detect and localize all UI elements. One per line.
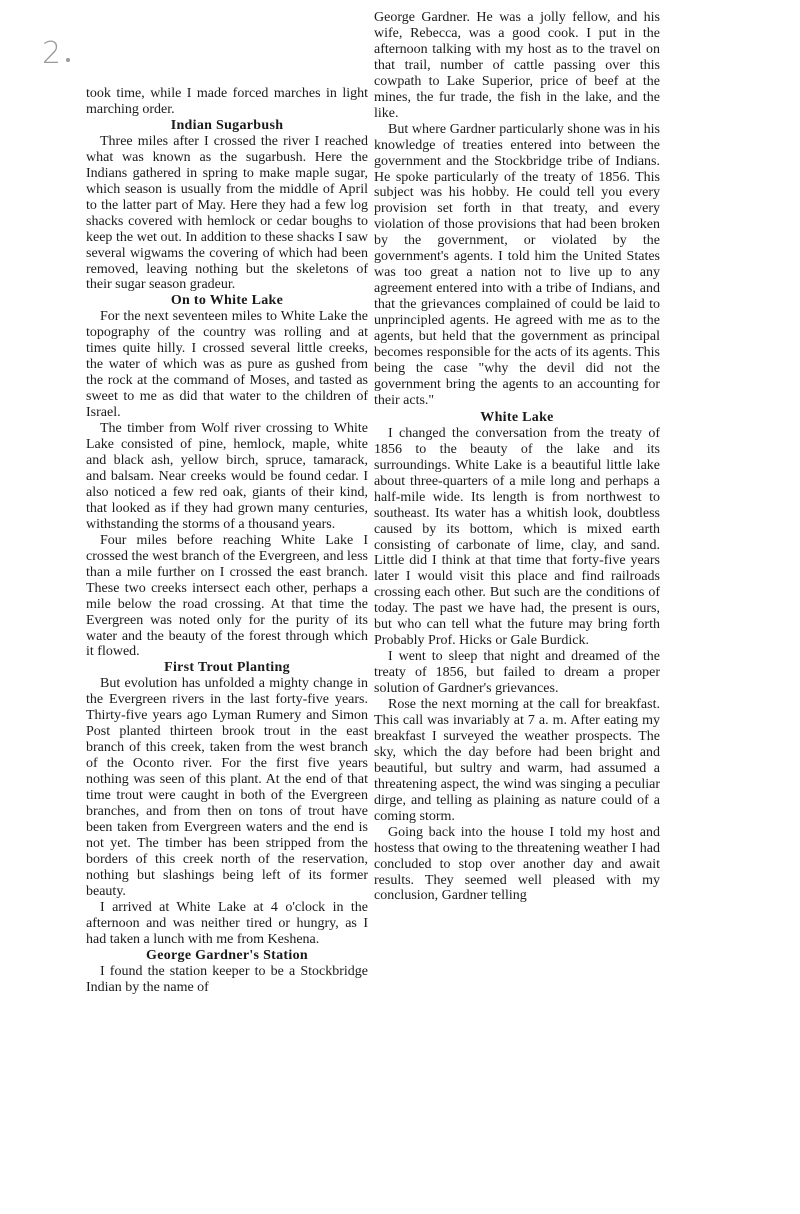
article-paragraph: But where Gardner particularly shone was in his knowledge of treaties entered into between the government and the Stockbridge tribe of Indians. He spoke particularly of the treaty of 1856. This subject was his hobby. He could tell you every provision set forth in that treaty, and every violation of those provisions that had been broken by the government, or violated by the government's agents. I told him the United States was too great a nation not to live up to any agreement entered into with a tribe of Indians, and that the grievances complained of could be laid to unprincipled agents. He agreed with me as to the agents, but held that the government as principal becomes responsible for the acts of its agents. This being the case "why the devil did not the government bring the agents to an accounting for their acts." — [374, 121, 660, 408]
section-heading-on-to-white-lake: On to White Lake — [170, 293, 284, 309]
page-number-mark — [66, 58, 70, 62]
article-paragraph: I changed the conversation from the treaty of 1856 to the beauty of the lake and its surroundings. White Lake is a beautiful little lake about three-quarters of a mile long and perhaps a half-mile wide. Its length is from northwest to southeast. Its water has a whitish look, doubtless caused by its bottom, which is mixed earth consisting of carbonate of lime, clay, and sand. Little did I think at that time that forty-five years later I would visit this place and find railroads crossing each other. But such are the conditions of today. The past we have had, the present is ours, but who can tell what the future may bring forth Probably Prof. Hicks or Gale Burdick. — [374, 425, 660, 649]
section-heading-george-gardner-s-station: George Gardner's Station — [146, 947, 308, 963]
section-heading-white-lake: White Lake — [480, 409, 554, 425]
article-paragraph: Three miles after I crossed the river I reached what was known as the sugarbush. Here the Indians gathered in spring to make maple sugar, which season is usually from the middle of April to the latter part of May. Here they had a few log shacks covered with hemlock or cedar boughs to keep the wet out. In addition to these shacks I saw several wigwams the covering of which had been removed, leaving nothing but the skeletons of their sugar season gradeur. — [86, 133, 368, 293]
article-paragraph: For the next seventeen miles to White Lake the topography of the country was rolling and at times quite hilly. I crossed several little creeks, the water of which was as pure as gushed from the rock at the command of Moses, and tasted as sweet to me as did that water to the children of Israel. — [86, 309, 368, 421]
section-heading-first-trout-planting: First Trout Planting — [164, 660, 290, 676]
article-paragraph: The timber from Wolf river crossing to White Lake consisted of pine, hemlock, maple, white and black ash, yellow birch, spruce, tamarack, and balsam. Near creeks would be found cedar. I also noticed a few red oak, giants of their kind, that looked as if they had grown many centuries, withstanding the storms of a thousand years. — [86, 421, 368, 532]
section-heading-indian-sugarbush: Indian Sugarbush — [170, 117, 284, 133]
page-number: 2 — [42, 36, 62, 71]
article-paragraph: I went to sleep that night and dreamed of the treaty of 1856, but failed to dream a proper solution of Gardner's grievances. — [374, 649, 660, 697]
left-column — [86, 86, 368, 996]
right-column — [374, 10, 660, 904]
article-paragraph: I arrived at White Lake at 4 o'clock in the afternoon and was neither tired or hungry, as I had taken a lunch with me from Keshena. — [86, 899, 368, 947]
article-paragraph: But evolution has unfolded a mighty change in the Evergreen rivers in the last forty-five years. Thirty-five years ago Lyman Rumery and Simon Post planted thirteen brook trout in the east branch of this creek, taken from the west branch of the Oconto river. For the first five years nothing was seen of this plant. At the end of that time trout were caught in both of the Evergreen branches, and from then on tons of trout have been taken from Evergreen waters and the end is not yet. The timber has been stripped from the borders of this creek north of the reservation, nothing but slashings being left of its former beauty. — [86, 676, 368, 899]
article-paragraph: Rose the next morning at the call for breakfast. This call was invariably at 7 a. m. After eating my breakfast I surveyed the weather prospects. The sky, which the day before had been bright and beautiful, but sultry and warm, had assumed a threatening aspect, the wind was singing a peculiar dirge, and telling as plaining as nature could of a coming storm. — [374, 697, 660, 824]
article-paragraph: I found the station keeper to be a Stockbridge Indian by the name of — [86, 963, 368, 995]
article-paragraph: George Gardner. He was a jolly fellow, and his wife, Rebecca, was a good cook. I put in the afternoon talking with my host as to the travel on that trail, number of cattle passing over this cowpath to Lake Superior, price of beef at the mines, the fur trade, the fish in the lake, and the like. — [374, 10, 660, 121]
article-paragraph: Four miles before reaching White Lake I crossed the west branch of the Evergreen, and less than a mile further on I crossed the east branch. These two creeks intersect each other, perhaps a mile below the road crossing. At that time the Evergreen was noted only for the purity of its water and the beauty of the forest through which it flowed. — [86, 532, 368, 660]
article-paragraph: took time, while I made forced marches in light marching order. — [86, 86, 368, 117]
article-paragraph: Going back into the house I told my host and hostess that owing to the threatening weather I had concluded to stop over another day and await results. They seemed well pleased with my conclusion, Gardner telling — [374, 824, 660, 904]
